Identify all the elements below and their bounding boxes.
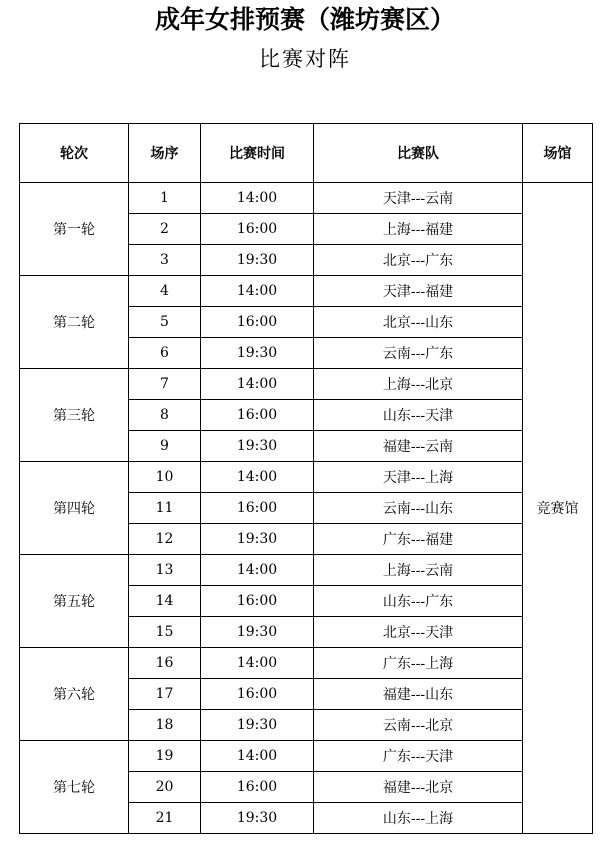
match-teams-cell: 北京---广东 xyxy=(314,245,523,276)
match-teams-cell: 北京---山东 xyxy=(314,307,523,338)
match-teams-cell: 天津---上海 xyxy=(314,462,523,493)
match-time-cell: 19:30 xyxy=(201,710,314,741)
table-row xyxy=(20,276,593,307)
match-time-cell: 19:30 xyxy=(201,338,314,369)
match-no-cell: 2 xyxy=(129,214,201,245)
table-row xyxy=(20,555,593,586)
match-teams-cell: 福建---北京 xyxy=(314,772,523,803)
match-no-cell: 16 xyxy=(129,648,201,679)
match-time-cell: 14:00 xyxy=(201,741,314,772)
match-no-cell: 9 xyxy=(129,431,201,462)
match-teams-cell: 广东---福建 xyxy=(314,524,523,555)
match-time-cell: 14:00 xyxy=(201,369,314,400)
match-time-cell: 19:30 xyxy=(201,803,314,834)
table-row xyxy=(20,741,593,772)
match-no-cell: 13 xyxy=(129,555,201,586)
match-teams-cell: 山东---天津 xyxy=(314,400,523,431)
match-teams-cell: 天津---云南 xyxy=(314,183,523,214)
match-time-cell: 16:00 xyxy=(201,679,314,710)
match-teams-cell: 上海---云南 xyxy=(314,555,523,586)
venue-cell: 竞赛馆 xyxy=(523,183,593,834)
match-no-cell: 20 xyxy=(129,772,201,803)
match-no-cell: 4 xyxy=(129,276,201,307)
round-cell: 第一轮 xyxy=(20,183,129,276)
round-cell: 第四轮 xyxy=(20,462,129,555)
table-row xyxy=(20,183,593,214)
match-teams-cell: 山东---广东 xyxy=(314,586,523,617)
match-no-cell: 3 xyxy=(129,245,201,276)
match-time-cell: 14:00 xyxy=(201,555,314,586)
match-no-cell: 8 xyxy=(129,400,201,431)
header-venue: 场馆 xyxy=(523,124,593,183)
match-time-cell: 16:00 xyxy=(201,214,314,245)
match-no-cell: 12 xyxy=(129,524,201,555)
match-teams-cell: 上海---福建 xyxy=(314,214,523,245)
match-no-cell: 15 xyxy=(129,617,201,648)
match-time-cell: 19:30 xyxy=(201,617,314,648)
schedule-table xyxy=(19,123,593,834)
match-no-cell: 11 xyxy=(129,493,201,524)
match-teams-cell: 福建---山东 xyxy=(314,679,523,710)
match-time-cell: 19:30 xyxy=(201,245,314,276)
match-no-cell: 7 xyxy=(129,369,201,400)
header-match-no: 场序 xyxy=(129,124,201,183)
match-time-cell: 19:30 xyxy=(201,431,314,462)
header-row xyxy=(20,124,593,183)
match-time-cell: 14:00 xyxy=(201,648,314,679)
match-time-cell: 16:00 xyxy=(201,586,314,617)
match-no-cell: 14 xyxy=(129,586,201,617)
match-teams-cell: 山东---上海 xyxy=(314,803,523,834)
match-no-cell: 18 xyxy=(129,710,201,741)
table-row xyxy=(20,369,593,400)
match-no-cell: 19 xyxy=(129,741,201,772)
header-teams: 比赛队 xyxy=(314,124,523,183)
table-row xyxy=(20,462,593,493)
match-teams-cell: 福建---云南 xyxy=(314,431,523,462)
match-teams-cell: 天津---福建 xyxy=(314,276,523,307)
match-time-cell: 19:30 xyxy=(201,524,314,555)
match-teams-cell: 云南---广东 xyxy=(314,338,523,369)
match-time-cell: 14:00 xyxy=(201,276,314,307)
match-time-cell: 16:00 xyxy=(201,772,314,803)
match-no-cell: 5 xyxy=(129,307,201,338)
document-subtitle: 比赛对阵 xyxy=(259,47,351,71)
schedule-body xyxy=(20,183,593,834)
match-time-cell: 14:00 xyxy=(201,462,314,493)
match-no-cell: 6 xyxy=(129,338,201,369)
match-time-cell: 16:00 xyxy=(201,307,314,338)
match-teams-cell: 北京---天津 xyxy=(314,617,523,648)
match-time-cell: 16:00 xyxy=(201,493,314,524)
match-teams-cell: 上海---北京 xyxy=(314,369,523,400)
round-cell: 第二轮 xyxy=(20,276,129,369)
match-time-cell: 16:00 xyxy=(201,400,314,431)
table-row xyxy=(20,648,593,679)
document-title: 成年女排预赛（潍坊赛区） xyxy=(154,5,455,34)
round-cell: 第三轮 xyxy=(20,369,129,462)
match-teams-cell: 云南---北京 xyxy=(314,710,523,741)
match-teams-cell: 云南---山东 xyxy=(314,493,523,524)
match-no-cell: 10 xyxy=(129,462,201,493)
round-cell: 第五轮 xyxy=(20,555,129,648)
match-teams-cell: 广东---天津 xyxy=(314,741,523,772)
header-round: 轮次 xyxy=(20,124,129,183)
round-cell: 第六轮 xyxy=(20,648,129,741)
header-time: 比赛时间 xyxy=(201,124,314,183)
match-no-cell: 21 xyxy=(129,803,201,834)
match-time-cell: 14:00 xyxy=(201,183,314,214)
match-teams-cell: 广东---上海 xyxy=(314,648,523,679)
match-no-cell: 17 xyxy=(129,679,201,710)
round-cell: 第七轮 xyxy=(20,741,129,834)
match-no-cell: 1 xyxy=(129,183,201,214)
